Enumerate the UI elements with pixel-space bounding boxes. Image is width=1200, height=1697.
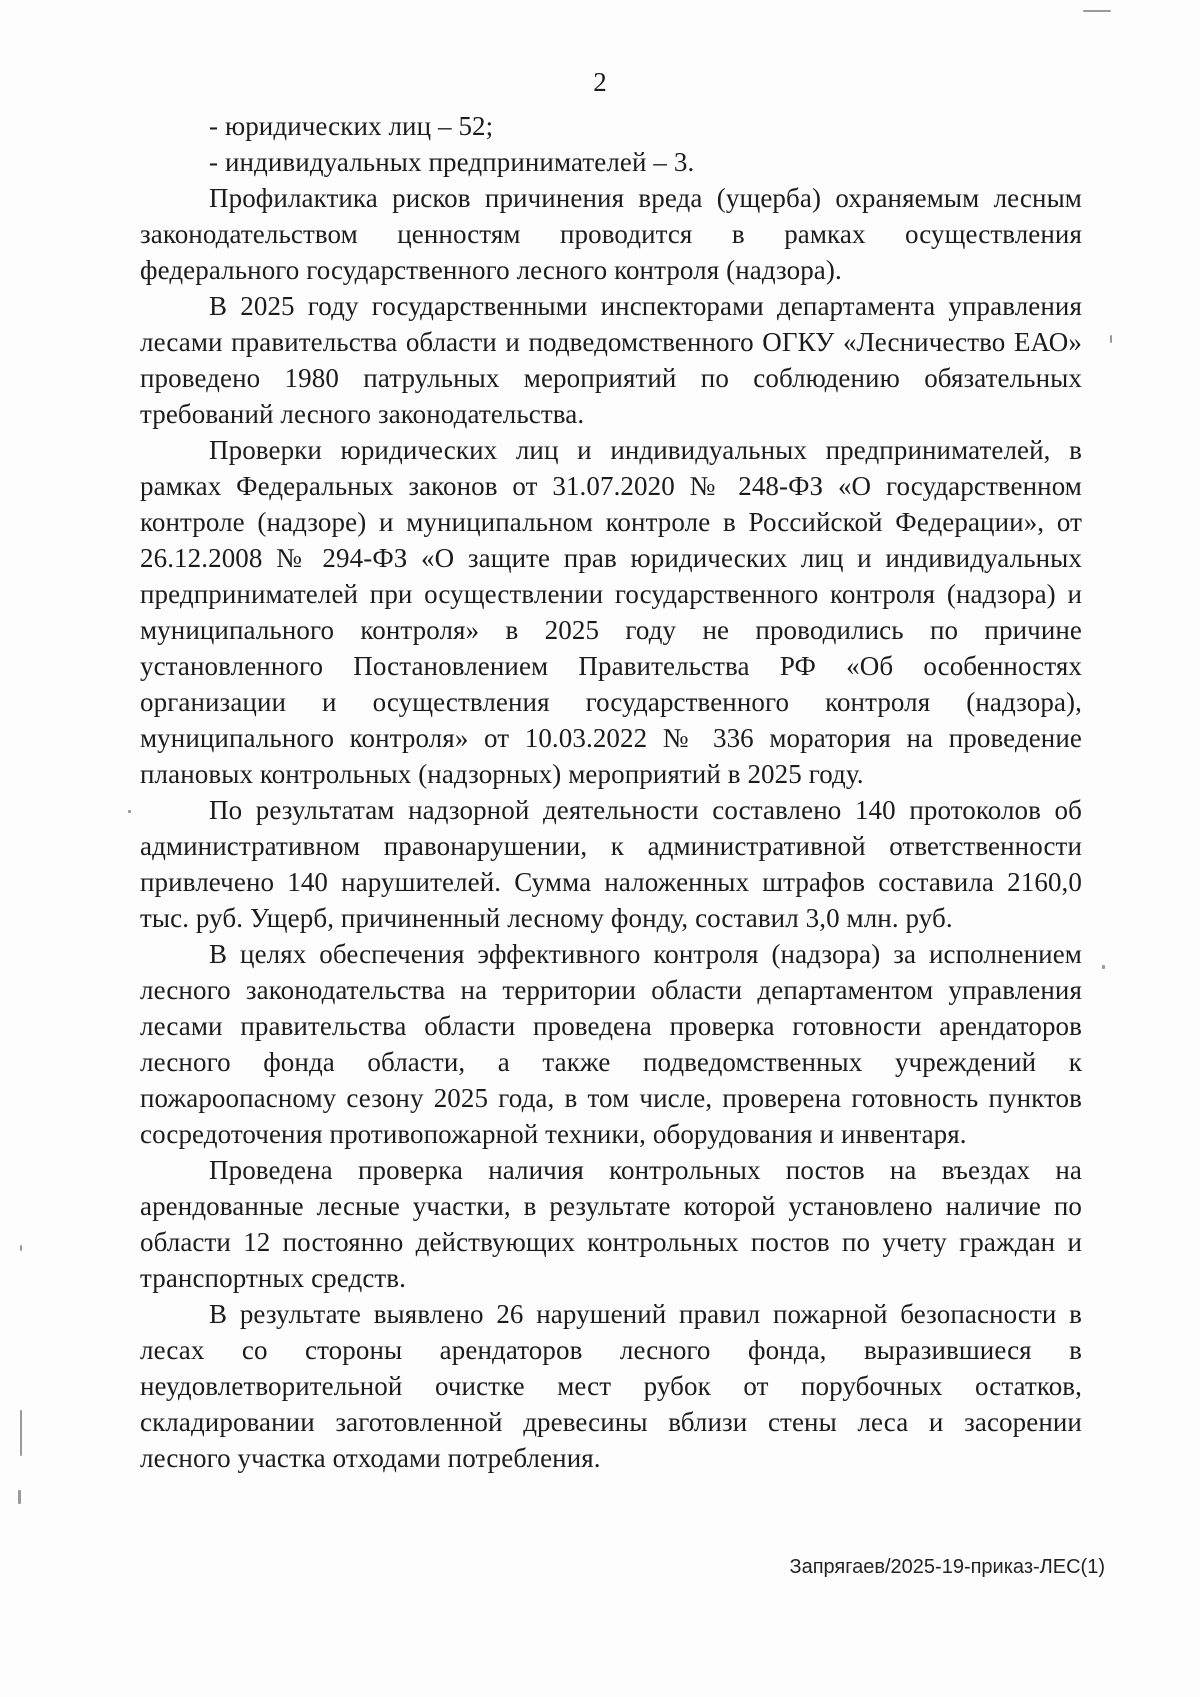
page-number: 2 <box>593 67 607 97</box>
footer-document-reference: Запрягаев/2025-19-приказ-ЛЕС(1) <box>789 1556 1105 1578</box>
list-item-entrepreneurs: - индивидуальных предпринимателей – 3. <box>209 147 695 177</box>
document-body <box>140 108 1082 1476</box>
scan-speck <box>20 1245 22 1251</box>
paragraph-fire-safety-violations: В результате выявлено 26 нарушений правил пожарной безопасности в лесах со стороны арендаторов лесного фонда, выразившиеся в неудовлетворительной очистке мест рубок от порубочных остатков, складировании заготовленной древесины вблизи стены леса и засорении лесного участка отходами потребления. <box>140 1299 1082 1473</box>
scan-speck <box>1102 965 1105 969</box>
scan-speck <box>128 810 131 813</box>
paragraph-fire-season-readiness: В целях обеспечения эффективного контроля (надзора) за исполнением лесного законодательства на территории области департаментом управления лесами правительства области проведена проверка готовности арендаторов лесного фонда области, а также подведомственных учреждений к пожароопасному сезону 2025 года, в том числе, проверена готовность пунктов сосредоточения противопожарной техники, оборудования и инвентаря. <box>140 939 1082 1149</box>
paragraph-inspections-moratorium: Проверки юридических лиц и индивидуальных предпринимателей, в рамках Федеральных законов от 31.07.2020 № 248-ФЗ «О государственном контроле (надзоре) и муниципальном контроле в Российской Федерации», от 26.12.2008 № 294-ФЗ «О защите прав юридических лиц и индивидуальных предпринимателей при осуществлении государственного контроля (надзора) и муниципального контроля» в 2025 году не проводились по причине установленного Постановлением Правительства РФ «Об особенностях организации и осуществления государственного контроля (надзора), муниципального контроля» от 10.03.2022 № 336 моратория на проведение плановых контрольных (надзорных) мероприятий в 2025 году. <box>140 435 1082 789</box>
paragraph-control-posts: Проведена проверка наличия контрольных постов на въездах на арендованные лесные участки, в результате которой установлено наличие по области 12 постоянно действующих контрольных постов по учету граждан и транспортных средств. <box>140 1155 1082 1293</box>
scan-speck <box>1083 10 1111 12</box>
scan-speck <box>18 1490 21 1504</box>
list-item-legal-entities: - юридических лиц – 52; <box>209 111 494 141</box>
paragraph-risk-prevention: Профилактика рисков причинения вреда (ущерба) охраняемым лесным законодательством ценностям проводится в рамках осуществления федерального государственного лесного контроля (надзора). <box>140 183 1082 285</box>
scan-speck <box>1110 335 1112 343</box>
paragraph-enforcement-results: По результатам надзорной деятельности составлено 140 протоколов об административном правонарушении, к административной ответственности привлечено 140 нарушителей. Сумма наложенных штрафов составила 2160,0 тыс. руб. Ущерб, причиненный лесному фонду, составил 3,0 млн. руб. <box>140 795 1082 933</box>
scan-speck <box>20 1410 22 1456</box>
paragraph-patrol-activities: В 2025 году государственными инспекторами департамента управления лесами правительства области и подведомственного ОГКУ «Лесничество ЕАО» проведено 1980 патрульных мероприятий по соблюдению обязательных требований лесного законодательства. <box>140 291 1082 429</box>
